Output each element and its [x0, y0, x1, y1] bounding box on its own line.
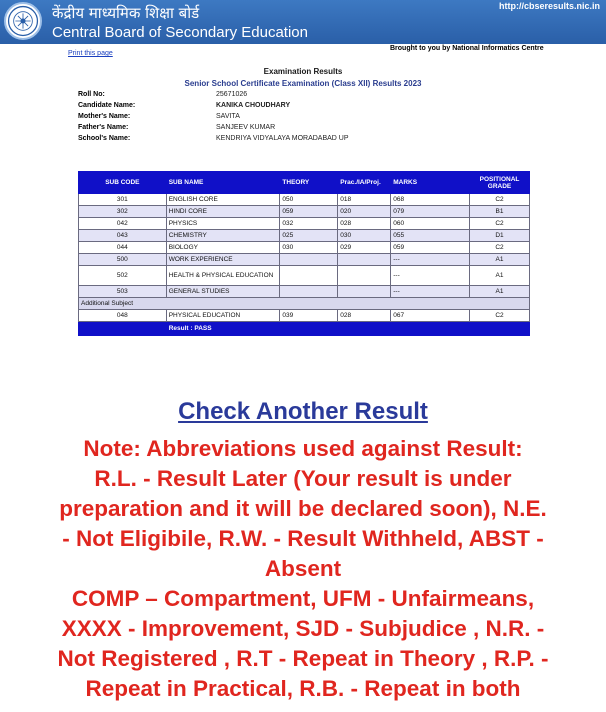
- theory-marks: 032: [280, 218, 338, 230]
- result-status: Result : PASS: [166, 322, 529, 336]
- sub-code: 301: [79, 194, 167, 206]
- prac-marks: [338, 286, 391, 298]
- sub-code: 043: [79, 230, 167, 242]
- abbreviations-note: [4, 434, 602, 704]
- sub-code: 042: [79, 218, 167, 230]
- exam-title: Examination Results: [263, 67, 343, 76]
- info-row-father: [78, 122, 349, 133]
- print-page-link[interactable]: Print this page: [68, 50, 113, 57]
- note-line: R.L. - Result Later (Your result is under: [94, 466, 512, 491]
- prac-marks: 030: [338, 230, 391, 242]
- total-marks: 059: [391, 242, 470, 254]
- marks-table: [78, 171, 530, 336]
- sub-name: PHYSICS: [166, 218, 280, 230]
- theory-marks: 039: [280, 310, 338, 322]
- sub-code: 048: [79, 310, 167, 322]
- info-label: Mother's Name:: [78, 113, 131, 120]
- table-row: [79, 194, 530, 206]
- table-row: [79, 206, 530, 218]
- brought-by-text: Brought to you by National Informatics Centre: [390, 45, 544, 52]
- table-row: [79, 254, 530, 266]
- info-value: KANIKA CHOUDHARY: [216, 102, 291, 109]
- table-row: [79, 242, 530, 254]
- note-line: preparation and it will be declared soon), N.E.: [59, 496, 547, 521]
- info-label: Father's Name:: [78, 124, 129, 131]
- exam-subtitle: Senior School Certificate Examination (Class XII) Results 2023: [184, 79, 422, 88]
- sub-name: WORK EXPERIENCE: [166, 254, 280, 266]
- sub-code: 302: [79, 206, 167, 218]
- info-label: School's Name:: [78, 135, 131, 142]
- info-row-school: [78, 133, 349, 144]
- theory-marks: 030: [280, 242, 338, 254]
- info-value: KENDRIYA VIDYALAYA MORADABAD UP: [216, 135, 349, 142]
- note-line: COMP – Compartment, UFM - Unfairmeans,: [71, 586, 535, 611]
- col-header-grade: POSITIONAL GRADE: [470, 172, 530, 194]
- col-header-theory: THEORY: [280, 172, 338, 194]
- grade: C2: [470, 242, 530, 254]
- table-row: [79, 266, 530, 286]
- col-header-marks: MARKS: [391, 172, 470, 194]
- grade: A1: [470, 286, 530, 298]
- note-line: XXXX - Improvement, SJD - Subjudice , N.R. -: [61, 616, 545, 641]
- result-spacer: [79, 322, 167, 336]
- candidate-info: [78, 89, 349, 144]
- note-line: - Not Eligibile, R.W. - Result Withheld, ABST -: [62, 526, 544, 551]
- note-line: Note: Abbreviations used against Result:: [83, 436, 523, 461]
- sub-name: BIOLOGY: [166, 242, 280, 254]
- table-row: [79, 218, 530, 230]
- sub-name: PHYSICAL EDUCATION: [166, 310, 280, 322]
- total-marks: ---: [391, 286, 470, 298]
- prac-marks: 028: [338, 310, 391, 322]
- note-line: Not Registered , R.T - Repeat in Theory , R.P. -: [57, 646, 549, 671]
- theory-marks: [280, 286, 338, 298]
- prac-marks: 029: [338, 242, 391, 254]
- info-value: SAVITA: [216, 113, 240, 120]
- info-value: SANJEEV KUMAR: [216, 124, 276, 131]
- total-marks: 079: [391, 206, 470, 218]
- prac-marks: 028: [338, 218, 391, 230]
- prac-marks: 020: [338, 206, 391, 218]
- sub-name: HINDI CORE: [166, 206, 280, 218]
- sub-name: HEALTH & PHYSICAL EDUCATION: [166, 266, 280, 286]
- table-row: [79, 286, 530, 298]
- cbse-emblem-icon: [4, 2, 42, 40]
- site-url: http://cbseresults.nic.in: [498, 1, 600, 11]
- grade: C2: [470, 194, 530, 206]
- col-header-sub-name: SUB NAME: [166, 172, 280, 194]
- check-another-result-link[interactable]: Check Another Result: [178, 398, 428, 425]
- sub-code: 044: [79, 242, 167, 254]
- grade: C2: [470, 310, 530, 322]
- info-label: Roll No:: [78, 91, 105, 98]
- theory-marks: [280, 266, 338, 286]
- prac-marks: 018: [338, 194, 391, 206]
- note-line: Repeat in Practical, R.B. - Repeat in both: [85, 676, 521, 701]
- total-marks: 055: [391, 230, 470, 242]
- total-marks: 060: [391, 218, 470, 230]
- result-row: [79, 322, 530, 336]
- table-header-row: [79, 172, 530, 194]
- total-marks: ---: [391, 266, 470, 286]
- sub-code: 502: [79, 266, 167, 286]
- theory-marks: 025: [280, 230, 338, 242]
- total-marks: 067: [391, 310, 470, 322]
- sub-name: CHEMISTRY: [166, 230, 280, 242]
- grade: D1: [470, 230, 530, 242]
- grade: C2: [470, 218, 530, 230]
- info-value: 25671026: [216, 91, 248, 98]
- board-name: Central Board of Secondary Education: [52, 24, 308, 41]
- info-label: Candidate Name:: [78, 102, 136, 109]
- col-header-sub-code: SUB CODE: [79, 172, 167, 194]
- grade: A1: [470, 254, 530, 266]
- note-line: Absent: [264, 556, 342, 581]
- sub-code: 503: [79, 286, 167, 298]
- prac-marks: [338, 254, 391, 266]
- table-row: [79, 310, 530, 322]
- grade: A1: [470, 266, 530, 286]
- prac-marks: [338, 266, 391, 286]
- table-row: [79, 230, 530, 242]
- sub-code: 500: [79, 254, 167, 266]
- board-hindi-title: केंद्रीय माध्यमिक शिक्षा बोर्ड: [52, 4, 200, 22]
- theory-marks: [280, 254, 338, 266]
- sub-name: ENGLISH CORE: [166, 194, 280, 206]
- sub-name: GENERAL STUDIES: [166, 286, 280, 298]
- theory-marks: 059: [280, 206, 338, 218]
- site-header: [0, 0, 606, 44]
- total-marks: ---: [391, 254, 470, 266]
- info-row-roll: [78, 89, 349, 100]
- info-row-mother: [78, 111, 349, 122]
- theory-marks: 050: [280, 194, 338, 206]
- grade: B1: [470, 206, 530, 218]
- col-header-prac: Prac./IA/Proj.: [338, 172, 391, 194]
- info-row-candidate: [78, 100, 349, 111]
- total-marks: 068: [391, 194, 470, 206]
- additional-subject-label: Additional Subject: [79, 298, 530, 310]
- additional-subject-row: [79, 298, 530, 310]
